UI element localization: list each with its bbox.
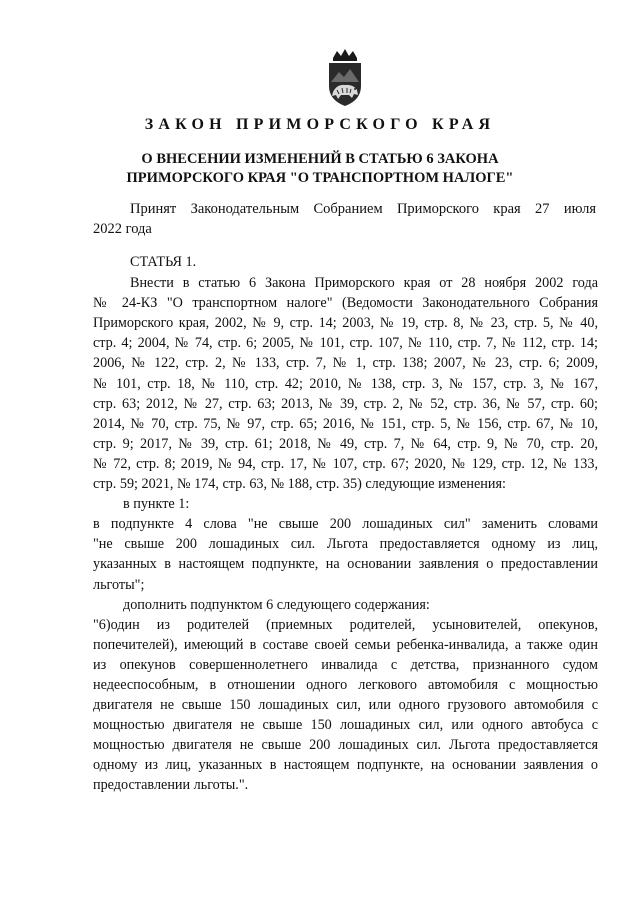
adoption-line: 2022 года xyxy=(93,221,152,237)
text-line: № 24-КЗ "О транспортном налоге" (Ведомости Законодательного Собрания xyxy=(93,295,598,312)
text-line: из опекунов совершеннолетнего инвалида с детства, признанного судом xyxy=(93,656,598,673)
text-line: указанных в настоящем подпункте, на основании заявления о предоставлении xyxy=(93,556,598,573)
law-title: ЗАКОН ПРИМОРСКОГО КРАЯ xyxy=(144,116,496,133)
text-line: в подпункте 4 слова "не свыше 200 лошадиных сил" заменить словами xyxy=(93,516,598,533)
text-line: 2006, № 122, стр. 2, № 133, стр. 7, № 1, стр. 138; 2007, № 23, стр. 6; 2009, xyxy=(93,355,598,372)
text-line: дополнить подпунктом 6 следующего содержания: xyxy=(123,596,430,613)
subtitle-line: ПРИМОРСКОГО КРАЯ "О ТРАНСПОРТНОМ НАЛОГЕ" xyxy=(126,170,514,186)
text-line: в пункте 1: xyxy=(123,496,190,513)
text-line: № 101, стр. 18, № 110, стр. 42; 2010, № 138, стр. 3, № 157, стр. 3, № 167, xyxy=(93,375,598,392)
text-line: стр. 59; 2021, № 174, стр. 63, № 188, стр. 35) следующие изменения: xyxy=(93,476,506,493)
adoption-note xyxy=(93,199,596,239)
article-heading: СТАТЬЯ 1. xyxy=(130,254,197,270)
text-line: 2014, № 70, стр. 75, № 97, стр. 65; 2016, № 151, стр. 5, № 156, стр. 67, № 10, xyxy=(93,415,598,432)
point1-heading xyxy=(93,494,598,514)
subpoint-6-text xyxy=(93,615,598,796)
text-line: предоставлении льготы.". xyxy=(93,777,249,794)
text-line: мощностью двигателя не свыше 150 лошадиных сил, или одного автобуса с xyxy=(93,717,598,734)
text-line: двигателя не свыше 150 лошадиных сил, или одного грузового автомобиля с xyxy=(93,697,598,714)
text-line: одному из лиц, указанных в настоящем подпункте, на основании заявления о xyxy=(93,757,598,774)
text-line: попечителей), имеющий в составе своей семьи ребенка-инвалида, а также один xyxy=(93,636,598,653)
subtitle-line: О ВНЕСЕНИИ ИЗМЕНЕНИЙ В СТАТЬЮ 6 ЗАКОНА xyxy=(141,151,499,167)
point1-amendment xyxy=(93,514,598,594)
text-line: стр. 63; 2012, № 27, стр. 63; 2013, № 39, стр. 2, № 52, стр. 36, № 57, стр. 60; xyxy=(93,395,598,412)
article-body xyxy=(93,252,598,796)
text-line: недееспособным, в отношении одного легкового автомобиля с мощностью xyxy=(93,676,598,693)
text-line: Приморского края, 2002, № 9, стр. 14; 2003, № 19, стр. 8, № 23, стр. 5, № 40, xyxy=(93,315,598,332)
text-line: льготы"; xyxy=(93,576,145,593)
text-line: № 72, стр. 8; 2019, № 94, стр. 17, № 107, стр. 67; 2020, № 129, стр. 12, № 133, xyxy=(93,455,598,472)
text-line: стр. 9; 2017, № 39, стр. 61; 2018, № 49, стр. 7, № 64, стр. 9, № 70, стр. 20, xyxy=(93,435,598,452)
text-line: стр. 4; 2004, № 74, стр. 6; 2005, № 101, стр. 107, № 110, стр. 7, № 112, стр. 14; xyxy=(93,335,598,352)
add-subpoint-heading xyxy=(93,595,598,615)
text-line: "не свыше 200 лошадиных сил. Льгота предоставляется одному из лиц, xyxy=(93,536,598,553)
article-intro xyxy=(93,273,598,494)
adoption-line: Принят Законодательным Собранием Приморского края 27 июля xyxy=(130,201,596,217)
text-line: мощностью двигателя не свыше 200 лошадиных сил. Льгота предоставляется xyxy=(93,737,598,754)
text-line: "6)один из родителей (приемных родителей, усыновителей, опекунов, xyxy=(93,616,598,633)
coat-of-arms-icon xyxy=(323,48,367,108)
law-subtitle xyxy=(0,150,640,188)
text-line: Внести в статью 6 Закона Приморского края от 28 ноября 2002 года xyxy=(130,275,598,292)
